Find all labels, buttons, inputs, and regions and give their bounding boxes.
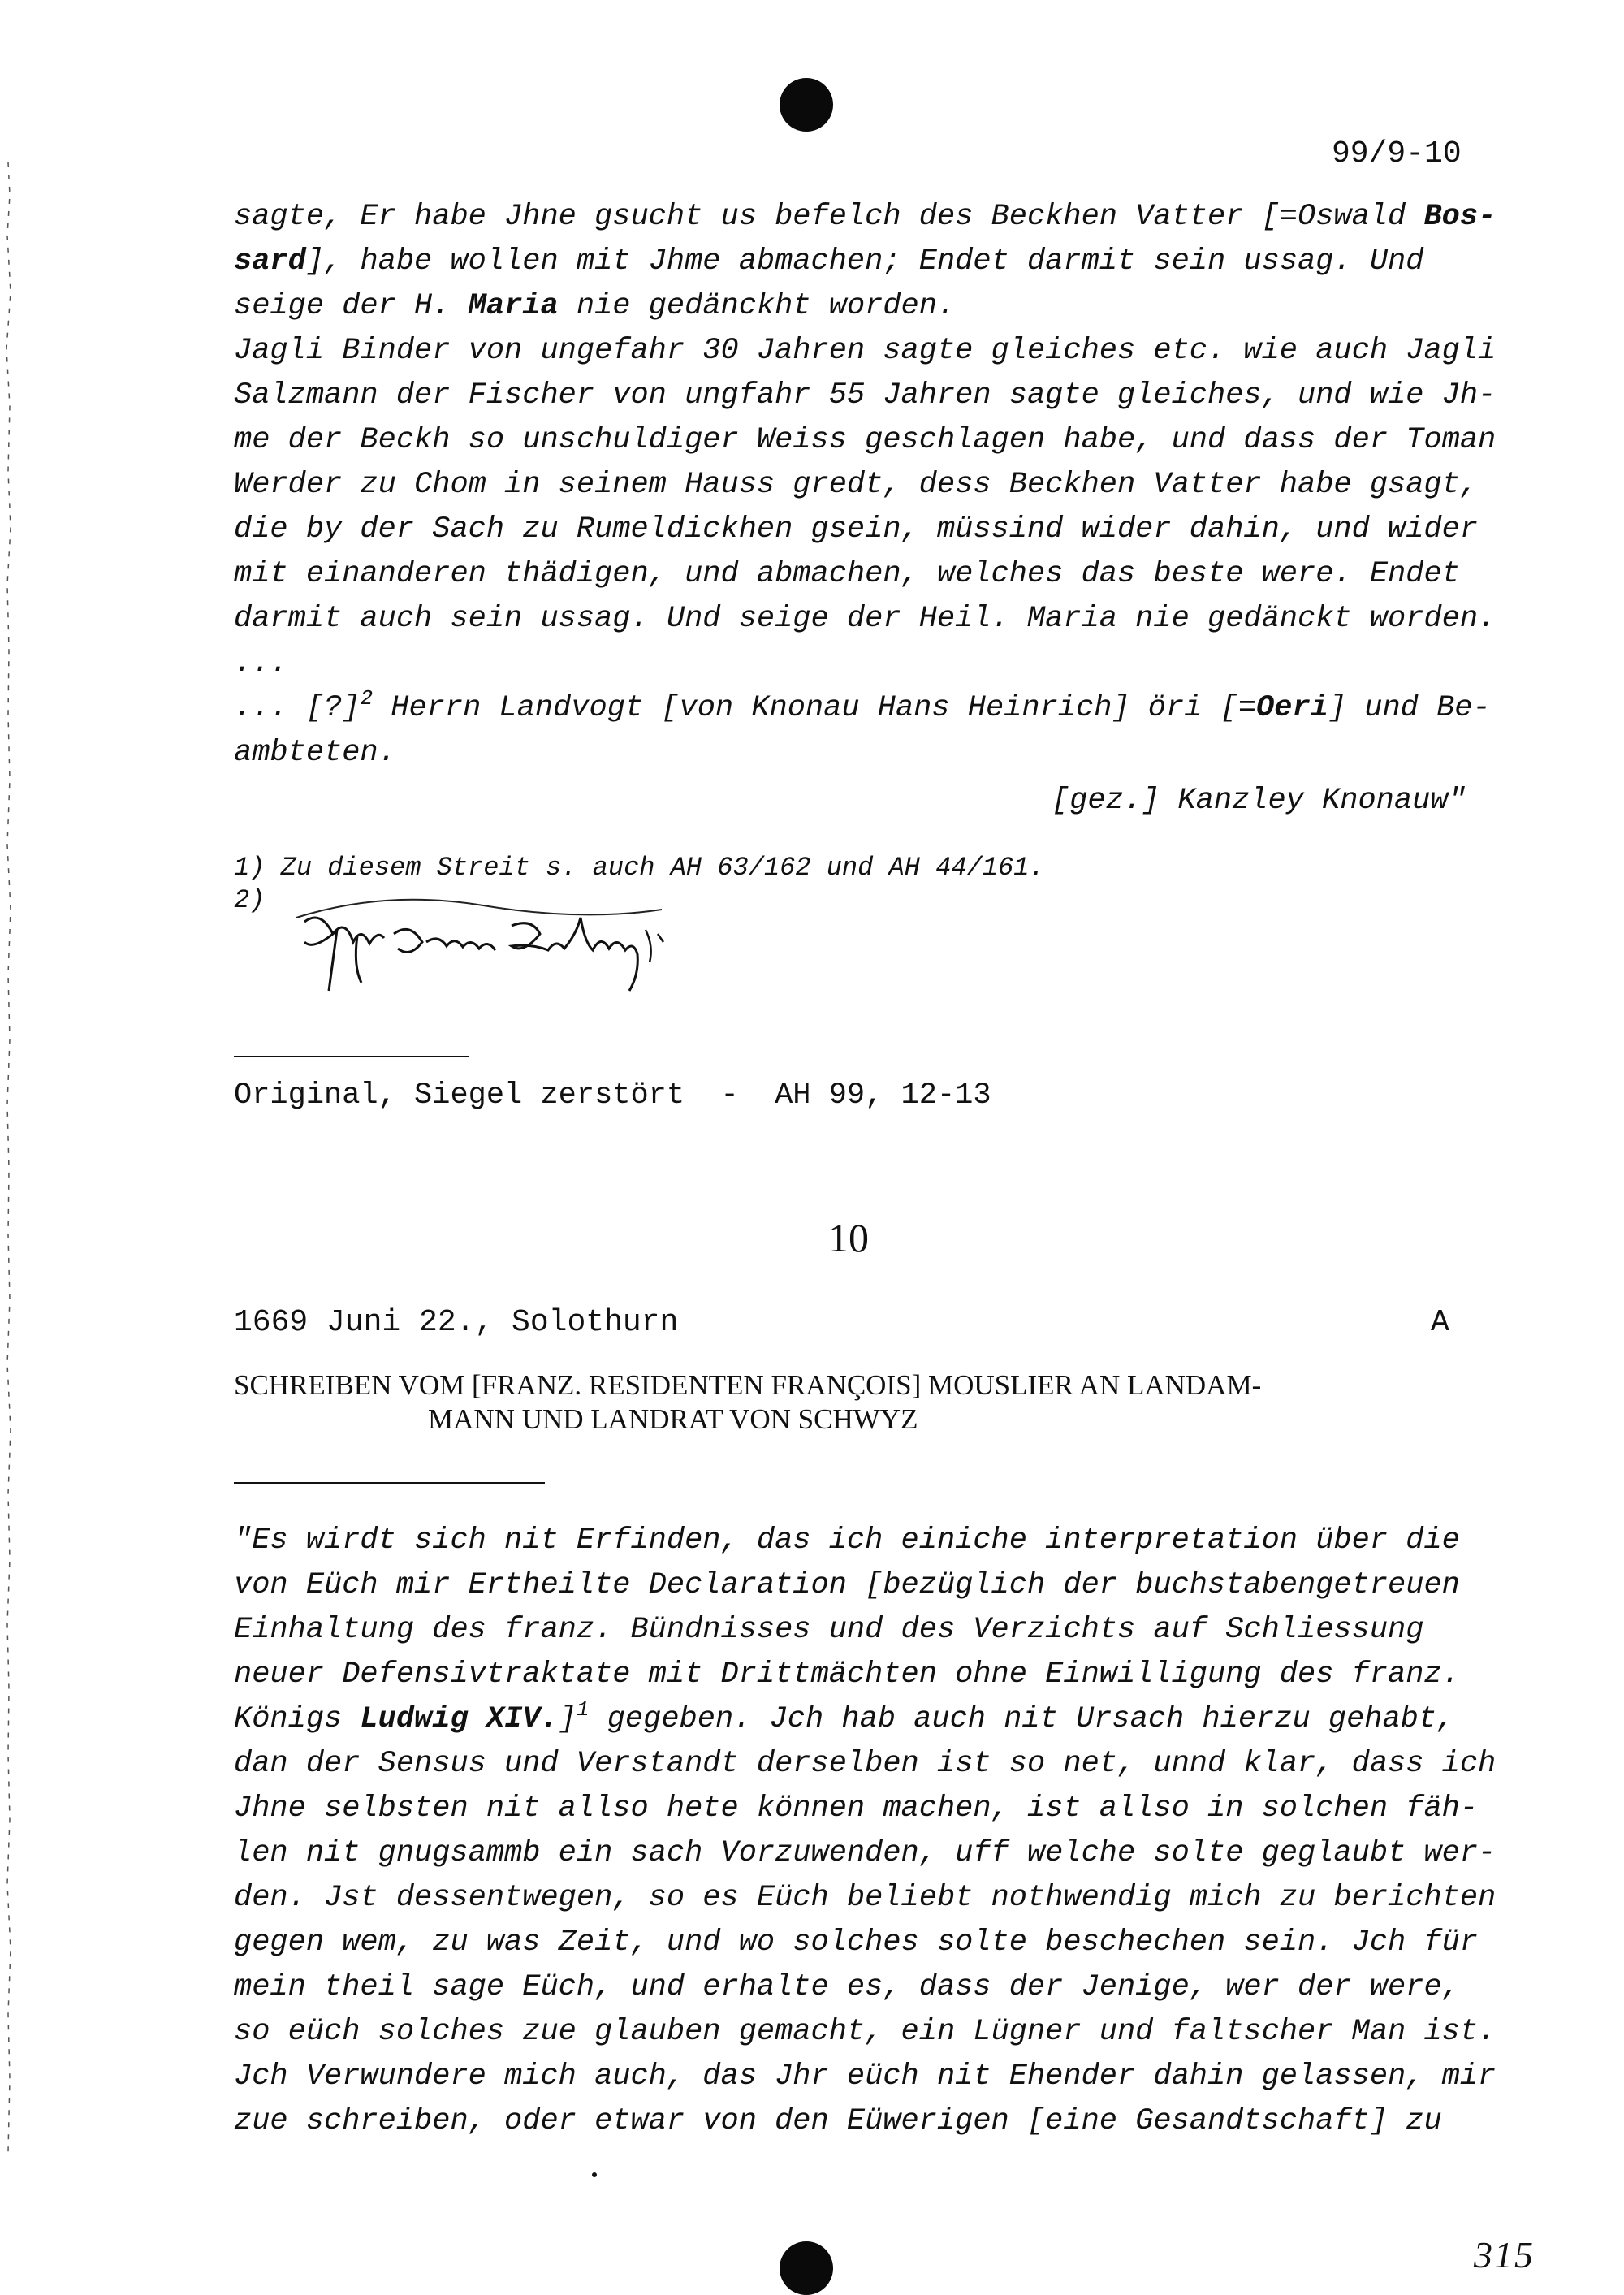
title-rule [234, 1482, 545, 1484]
scan-dot [592, 2172, 597, 2177]
document-title-line-1: SCHREIBEN VOM [FRANZ. RESIDENTEN FRANÇOIS] MOUSLIER AN LANDAM- [234, 1369, 1262, 1401]
text-line: Jhne selbsten nit allso hete können machen, ist allso in solchen fäh- [234, 1791, 1479, 1826]
page-reference: 99/9-10 [1332, 136, 1462, 171]
scan-edge-marks [0, 162, 18, 2152]
document-date: 1669 Juni 22., Solothurn [234, 1305, 679, 1340]
text-line: sagte, Er habe Jhne gsucht us befelch des Beckhen Vatter [=Oswald Bos- [234, 200, 1497, 234]
section2-text [234, 1519, 1497, 2144]
text-line: Königs Ludwig XIV.]$^1$ gegeben. Jch hab auch nit Ursach hierzu gehabt, [234, 1697, 1455, 1736]
punch-hole-bottom [780, 2241, 833, 2295]
document-number: 10 [828, 1215, 869, 1260]
text-line: "Es wirdt sich nit Erfinden, das ich einiche interpretation über die [234, 1524, 1460, 1558]
punch-hole-top [780, 78, 833, 132]
text-line: Jch Verwundere mich auch, das Jhr eüch nit Ehender dahin gelassen, mir [234, 2059, 1497, 2094]
handwritten-page-number: 315 [1474, 2234, 1535, 2276]
section1-text [234, 195, 1497, 776]
signature-line: [gez.] Kanzley Knonauw" [1052, 784, 1466, 818]
handwritten-signature-image [288, 885, 792, 1007]
text-line: dan der Sensus und Verstandt derselben ist so net, unnd klar, dass ich [234, 1747, 1497, 1781]
text-line: len nit gnugsammb ein sach Vorzuwenden, uff welche solte geglaubt wer- [234, 1836, 1497, 1870]
text-line: seige der H. Maria nie gedänckht worden. [234, 289, 956, 323]
text-line: mein theil sage Eüch, und erhalte es, dass der Jenige, wer der were, [234, 1970, 1460, 2004]
footnote-1: 1) Zu diesem Streit s. auch AH 63/162 und AH 44/161. [234, 853, 1045, 883]
text-line: Salzmann der Fischer von ungfahr 55 Jahren sagte gleiches, und wie Jh- [234, 378, 1497, 413]
text-line: Einhaltung des franz. Bündnisses und des Verzichts auf Schliessung [234, 1613, 1424, 1647]
closing-line: ... [?]$^2$ Herrn Landvogt [von Knonau Hans Heinrich] öri [=Oeri] und Be- [234, 686, 1491, 725]
document-type: A [1431, 1305, 1449, 1340]
text-line: neuer Defensivtraktate mit Drittmächten ohne Einwilligung des franz. [234, 1658, 1460, 1692]
text-line: Werder zu Chom in seinem Hauss gredt, dess Beckhen Vatter habe gsagt, [234, 468, 1479, 502]
closing-line-2: ambteten. [234, 736, 396, 770]
text-line: Jagli Binder von ungefahr 30 Jahren sagte gleiches etc. wie auch Jagli [234, 334, 1497, 368]
text-line: gegen wem, zu was Zeit, und wo solches solte beschechen sein. Jch für [234, 1925, 1479, 1960]
text-line: die by der Sach zu Rumeldickhen gsein, müssind wider dahin, und wider [234, 512, 1479, 547]
text-line: so eüch solches zue glauben gemacht, ein Lügner und faltscher Man ist. [234, 2015, 1497, 2049]
text-line: mit einanderen thädigen, und abmachen, welches das beste were. Endet [234, 557, 1460, 591]
text-line: den. Jst dessentwegen, so es Eüch beliebt nothwendig mich zu berichten [234, 1881, 1497, 1915]
text-line: von Eüch mir Ertheilte Declaration [bezüglich der buchstabengetreuen [234, 1568, 1460, 1602]
text-line: ... [234, 646, 288, 681]
document-title-line-2: MANN UND LANDRAT VON SCHWYZ [428, 1403, 918, 1435]
text-line: zue schreiben, oder etwar von den Eüwerigen [eine Gesandtschaft] zu [234, 2104, 1442, 2138]
text-line: darmit auch sein ussag. Und seige der Heil. Maria nie gedänckt worden. [234, 602, 1497, 636]
source-note: Original, Siegel zerstört - AH 99, 12-13 [234, 1078, 991, 1113]
footnote-2-marker: 2) [234, 885, 266, 915]
text-line: sard], habe wollen mit Jhme abmachen; Endet darmit sein ussag. Und [234, 244, 1424, 279]
separator-rule [234, 1056, 469, 1057]
text-line: me der Beckh so unschuldiger Weiss geschlagen habe, und dass der Toman [234, 423, 1497, 457]
